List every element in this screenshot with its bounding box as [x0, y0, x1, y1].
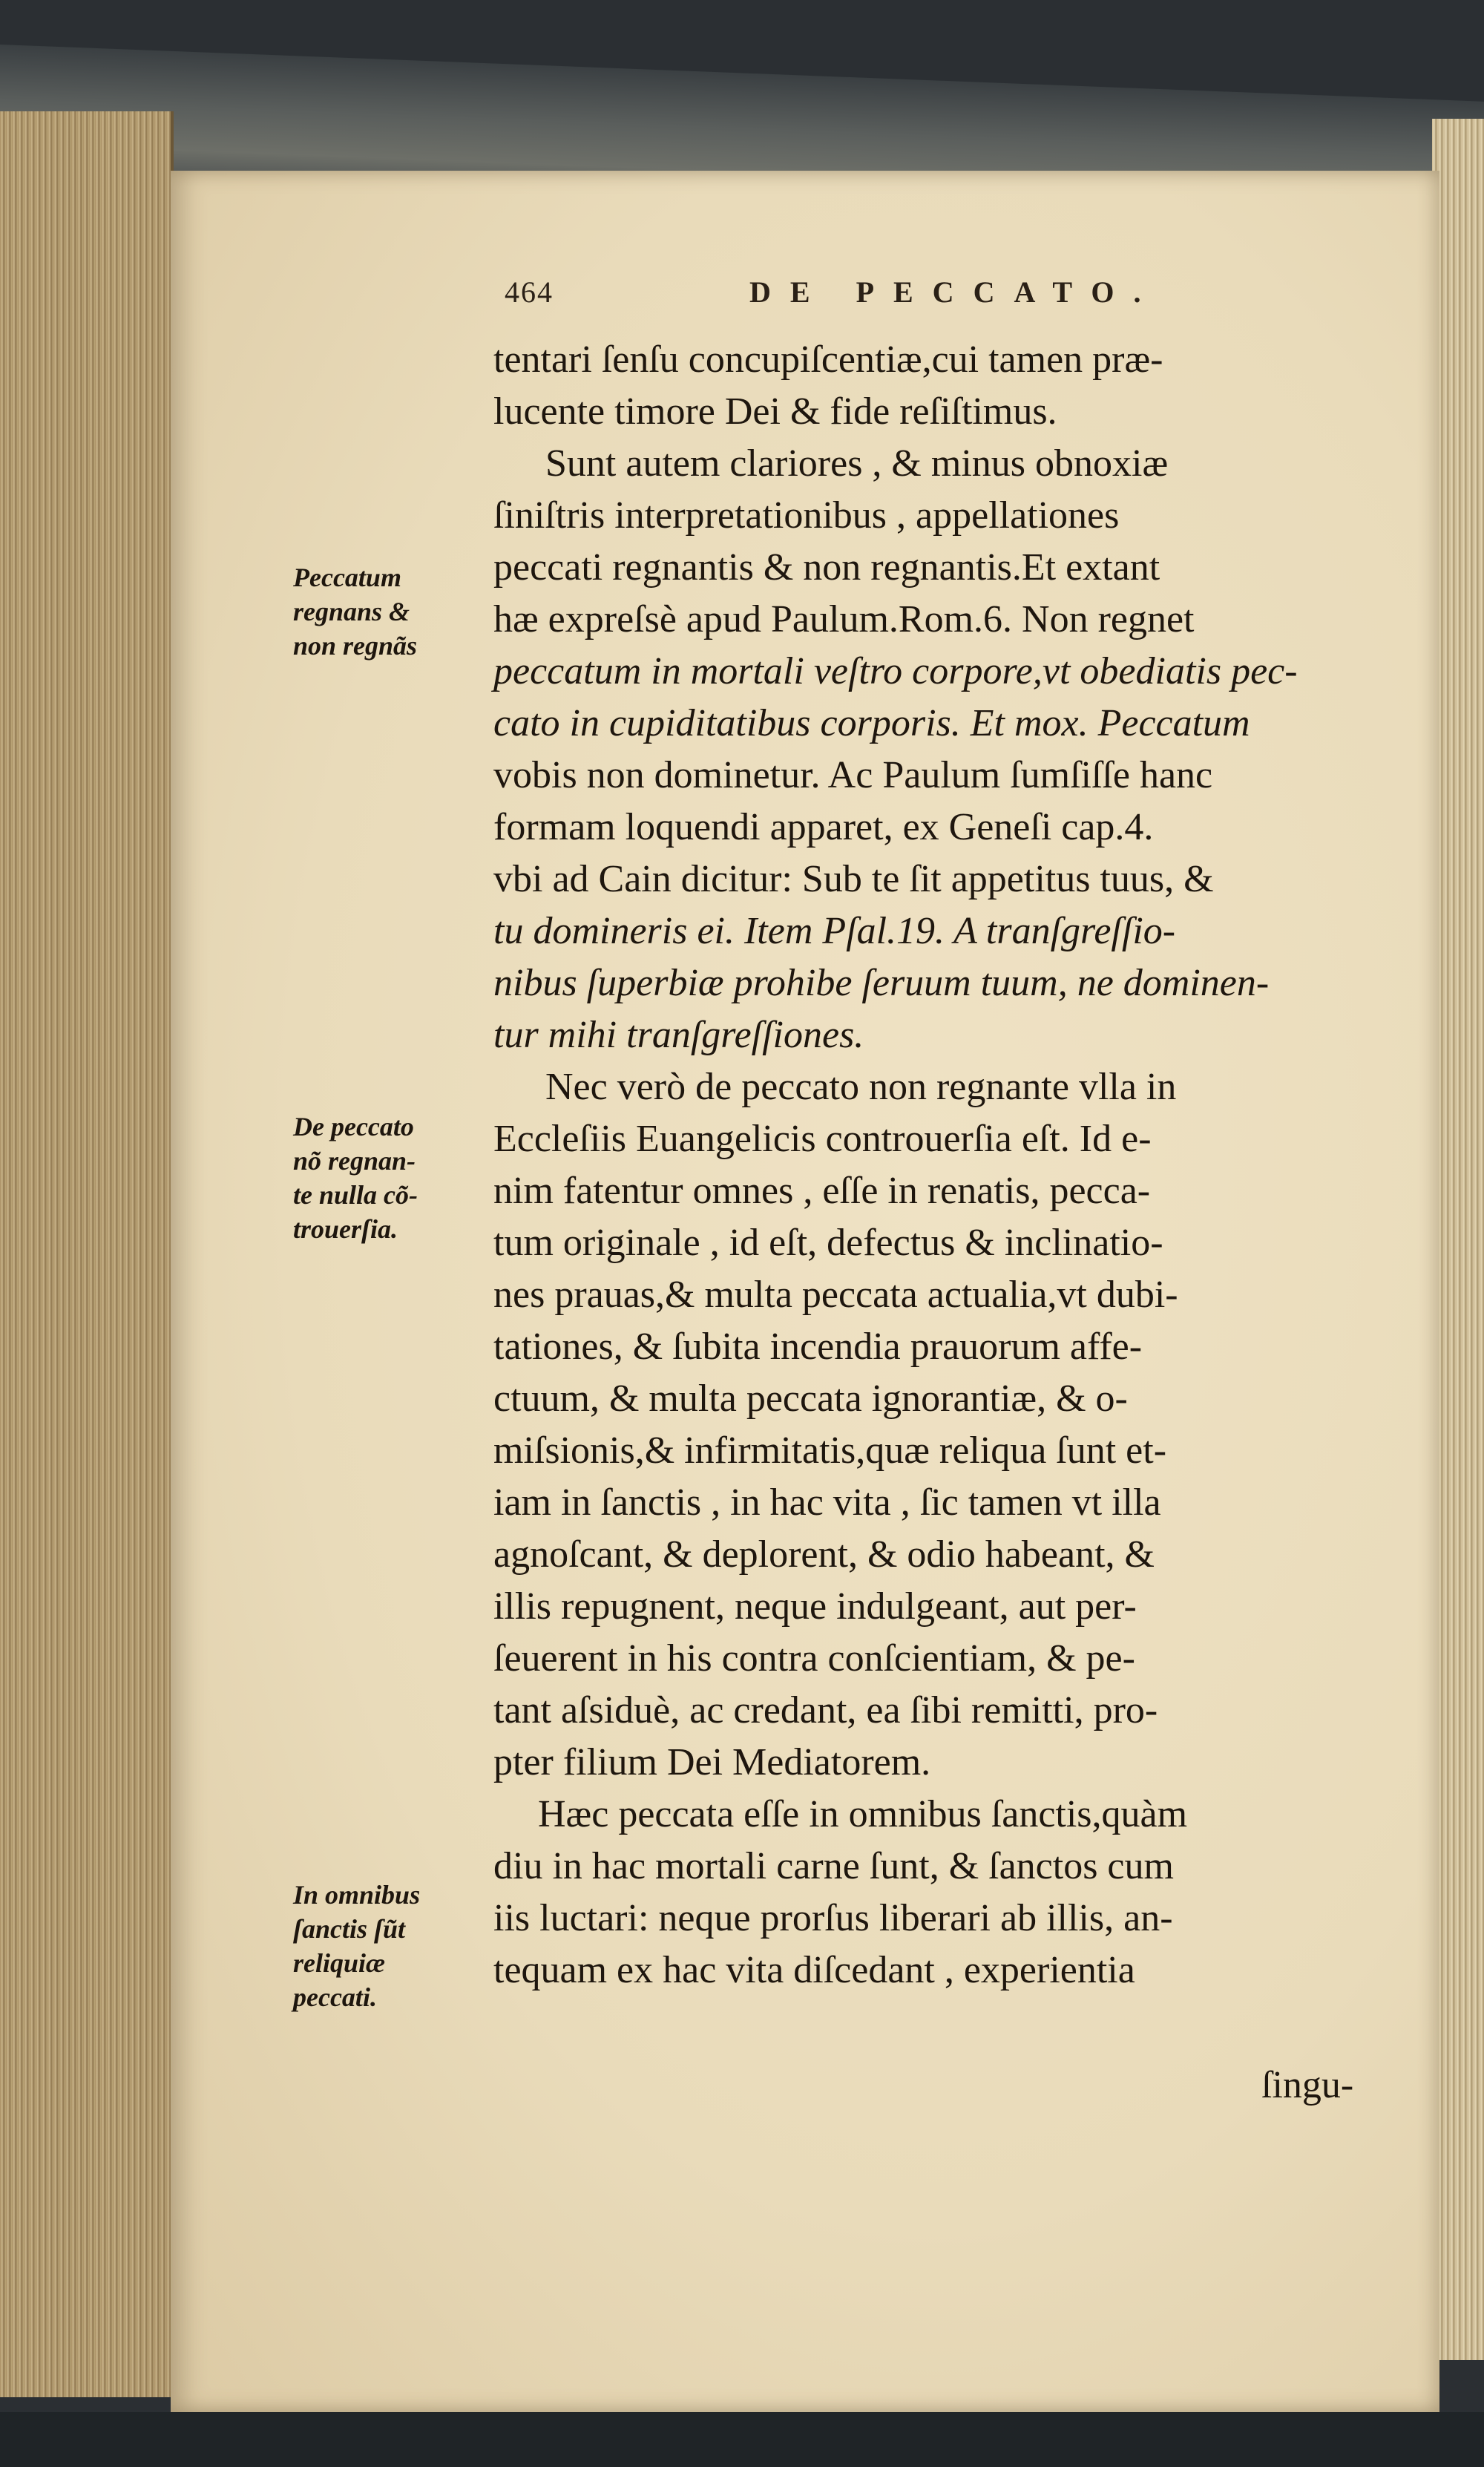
text-line: tum originale , id eſt, defectus & inclinatio- [493, 1222, 1163, 1264]
text-line: vobis non dominetur. Ac Paulum ſumſiſſe hanc [493, 754, 1213, 796]
text-line: tu domineris ei. Item Pſal.19. A tranſgreſſio- [493, 910, 1176, 952]
text-line: tequam ex hac vita diſcedant , experientia [493, 1949, 1135, 1991]
marginal-line: te nulla cõ- [293, 1180, 418, 1210]
text-line: nes prauas,& multa peccata actualia,vt dubi- [493, 1274, 1178, 1316]
text-line: ſeuerent in his contra conſcientiam, & pe- [493, 1637, 1135, 1680]
text-line: Nec verò de peccato non regnante vlla in [545, 1066, 1177, 1108]
marginal-note-de-peccato [293, 1110, 501, 1246]
text-line: tationes, & ſubita incendia prauorum affe- [493, 1326, 1143, 1368]
left-page-edges [0, 111, 174, 2397]
text-line: tant aſsiduè, ac credant, ea ſibi remitti, pro- [493, 1689, 1158, 1732]
marginal-line: Peccatum [293, 563, 401, 592]
text-line: nibus ſuperbiæ prohibe ſeruum tuum, ne dominen- [493, 962, 1270, 1004]
marginal-line: reliquiæ [293, 1948, 386, 1978]
text-line: lucente timore Dei & fide reſiſtimus. [493, 390, 1057, 433]
text-line: diu in hac mortali carne ſunt, & ſanctos cum [493, 1845, 1174, 1887]
marginal-line: nõ regnan- [293, 1146, 416, 1176]
marginal-line: trouerſia. [293, 1214, 398, 1244]
text-line: formam loquendi apparet, ex Geneſi cap.4. [493, 806, 1154, 848]
marginal-note-in-omnibus [293, 1878, 501, 2014]
text-line: hæ expreſsè apud Paulum.Rom.6. Non regnet [493, 598, 1195, 640]
marginal-line: regnans & [293, 597, 410, 626]
marginal-line: peccati. [293, 1982, 377, 2012]
text-line: ſiniſtris interpretationibus , appellationes [493, 494, 1120, 537]
text-line: Eccleſiis Euangelicis controuerſia eſt. Id e- [493, 1118, 1152, 1160]
right-page-edges [1432, 119, 1484, 2360]
text-line: peccatum in mortali veſtro corpore,vt obediatis pec- [493, 650, 1298, 692]
text-line: illis repugnent, neque indulgeant, aut per- [493, 1585, 1137, 1628]
body-text [493, 334, 1406, 1996]
marginal-line: In omnibus [293, 1880, 421, 1910]
text-line: iam in ſanctis , in hac vita , ſic tamen vt illa [493, 1481, 1161, 1524]
text-line: iis luctari: neque prorſus liberari ab illis, an- [493, 1897, 1173, 1939]
running-head: DE PECCATO. [749, 275, 1160, 309]
text-line: agnoſcant, & deplorent, & odio habeant, & [493, 1533, 1155, 1576]
text-line: tentari ſenſu concupiſcentiæ,cui tamen præ- [493, 338, 1163, 381]
text-line: ctuum, & multa peccata ignorantiæ, & o- [493, 1377, 1128, 1420]
marginal-line: ſanctis ſũt [293, 1914, 406, 1944]
text-line: Sunt autem clariores , & minus obnoxiæ [545, 442, 1169, 485]
text-line: cato in cupiditatibus corporis. Et mox. Peccatum [493, 702, 1250, 744]
text-line: Hæc peccata eſſe in omnibus ſanctis,quàm [538, 1793, 1188, 1835]
background-bottom [0, 2412, 1484, 2467]
catchword: ſingu- [1261, 2064, 1354, 2106]
marginal-line: non regnãs [293, 631, 418, 661]
text-line: miſsionis,& infirmitatis,quæ reliqua ſunt et- [493, 1429, 1167, 1472]
text-line: peccati regnantis & non regnantis.Et extant [493, 546, 1160, 589]
page-number: 464 [505, 275, 554, 309]
text-line: nim fatentur omnes , eſſe in renatis, pecca- [493, 1170, 1151, 1212]
page-header [505, 275, 1395, 319]
marginal-note-peccatum-regnans [293, 560, 501, 663]
text-line: pter filium Dei Mediatorem. [493, 1741, 931, 1783]
marginal-line: De peccato [293, 1112, 414, 1141]
text-line: vbi ad Cain dicitur: Sub te ſit appetitus tuus, & [493, 858, 1214, 900]
text-line: tur mihi tranſgreſſiones. [493, 1014, 864, 1056]
